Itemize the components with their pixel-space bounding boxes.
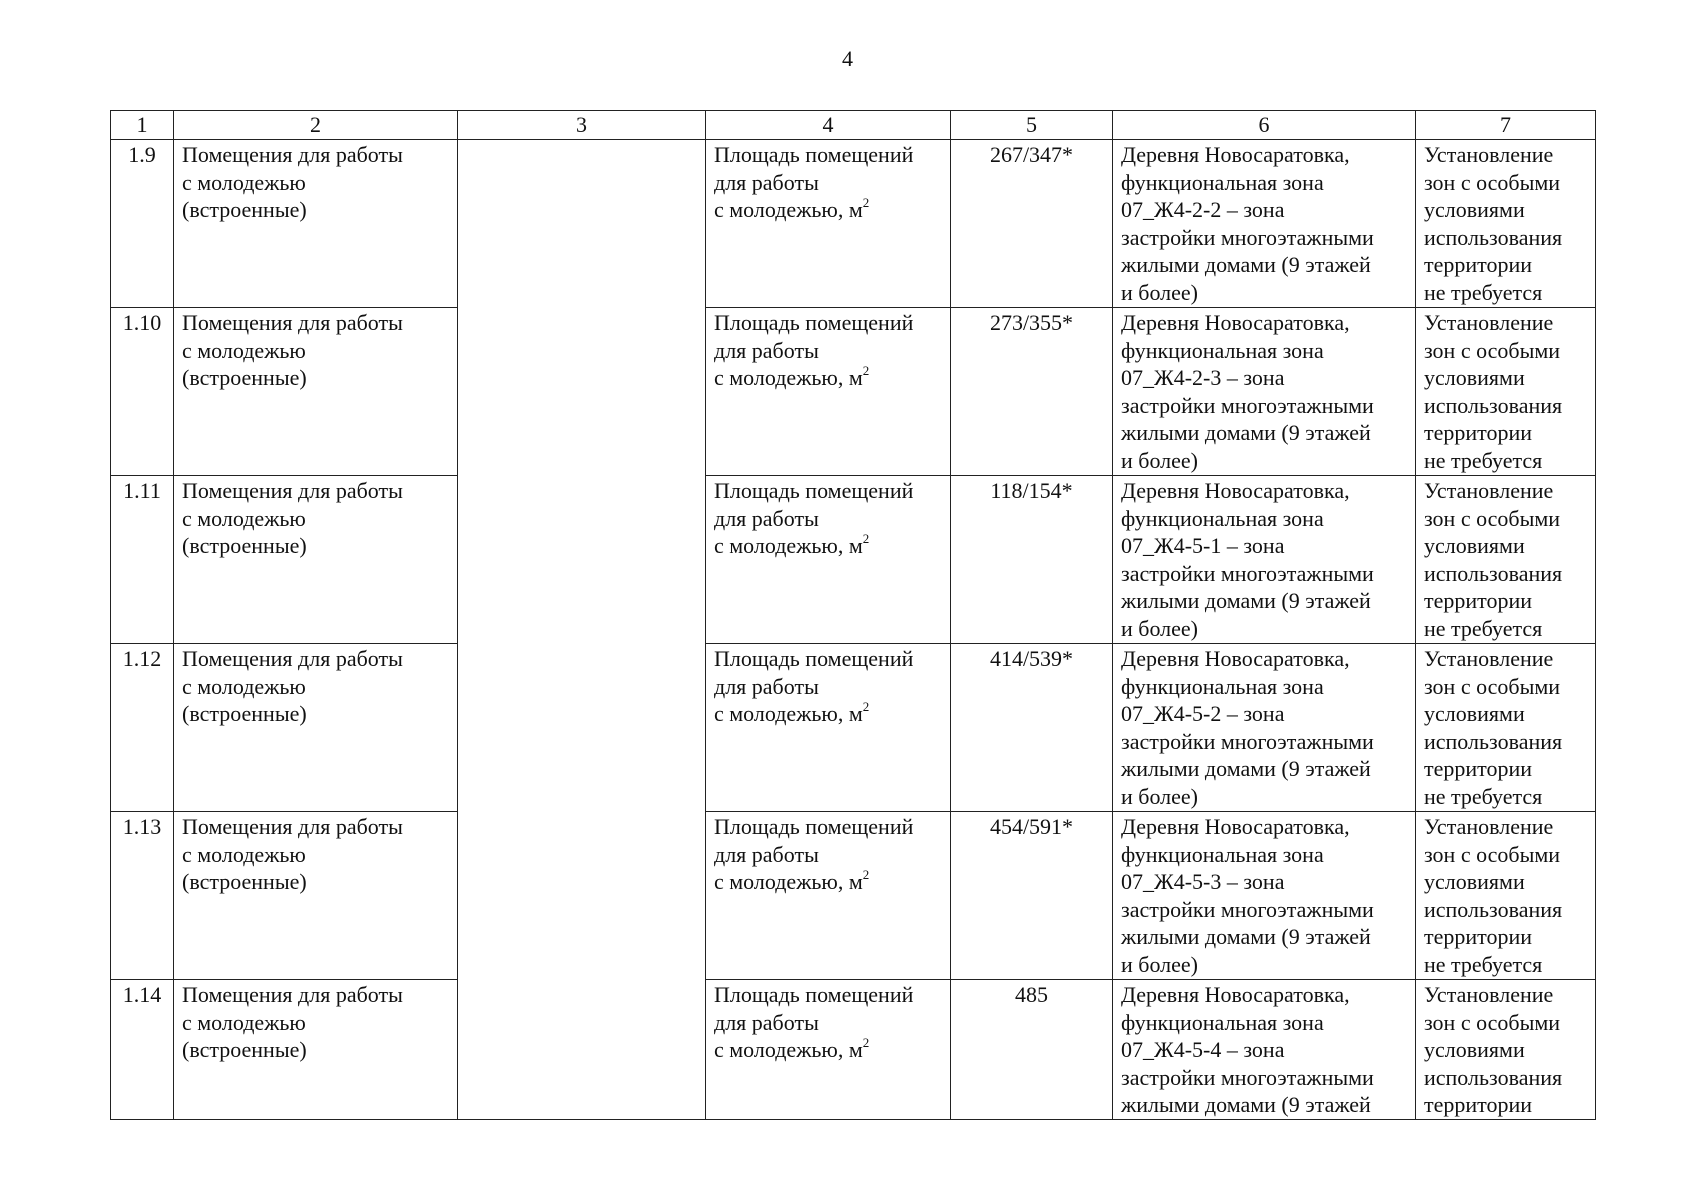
location-cell: Деревня Новосаратовка, функциональная зона 07_Ж4-2-2 – зона застройки многоэтажными жилыми домами (9 этажей и более) (1113, 140, 1416, 308)
parameter-text: Площадь помещений для работы с молодежью, м (714, 814, 914, 894)
parameter-cell (706, 308, 951, 476)
value-cell: 414/539* (951, 644, 1113, 812)
table-row (111, 812, 1596, 980)
parameter-text: Площадь помещений для работы с молодежью, м (714, 310, 914, 390)
parameter-cell (706, 140, 951, 308)
parameter-cell (706, 980, 951, 1120)
zones-cell: Установление зон с особыми условиями использования территории не требуется (1416, 308, 1596, 476)
parameter-text: Площадь помещений для работы с молодежью, м (714, 478, 914, 558)
table-header-row (111, 111, 1596, 140)
header-cell-6: 6 (1113, 111, 1416, 140)
value-cell: 485 (951, 980, 1113, 1120)
header-cell-2: 2 (174, 111, 458, 140)
parameter-text: Площадь помещений для работы с молодежью, м (714, 142, 914, 222)
table-row (111, 980, 1596, 1120)
header-cell-5: 5 (951, 111, 1113, 140)
unit-superscript: 2 (862, 698, 870, 714)
parameter-cell (706, 812, 951, 980)
page-number: 4 (842, 46, 853, 71)
header-cell-7: 7 (1416, 111, 1596, 140)
row-number: 1.9 (111, 140, 174, 308)
unit-superscript: 2 (862, 194, 870, 210)
unit-superscript: 2 (862, 530, 870, 546)
parameter-text: Площадь помещений для работы с молодежью, м (714, 982, 914, 1062)
row-number: 1.13 (111, 812, 174, 980)
zones-cell: Установление зон с особыми условиями использования территории (1416, 980, 1596, 1120)
table-row (111, 476, 1596, 644)
row-number: 1.11 (111, 476, 174, 644)
object-name: Помещения для работы с молодежью (встроенные) (174, 140, 458, 308)
location-cell: Деревня Новосаратовка, функциональная зона 07_Ж4-5-1 – зона застройки многоэтажными жилыми домами (9 этажей и более) (1113, 476, 1416, 644)
table-row (111, 644, 1596, 812)
parameter-text: Площадь помещений для работы с молодежью, м (714, 646, 914, 726)
row-number: 1.10 (111, 308, 174, 476)
header-cell-1: 1 (111, 111, 174, 140)
object-name: Помещения для работы с молодежью (встроенные) (174, 980, 458, 1120)
value-cell: 267/347* (951, 140, 1113, 308)
merged-column-3 (458, 140, 706, 1120)
object-name: Помещения для работы с молодежью (встроенные) (174, 476, 458, 644)
parameter-cell (706, 644, 951, 812)
unit-superscript: 2 (862, 362, 870, 378)
location-cell: Деревня Новосаратовка, функциональная зона 07_Ж4-2-3 – зона застройки многоэтажными жилыми домами (9 этажей и более) (1113, 308, 1416, 476)
value-cell: 118/154* (951, 476, 1113, 644)
location-cell: Деревня Новосаратовка, функциональная зона 07_Ж4-5-4 – зона застройки многоэтажными жилыми домами (9 этажей (1113, 980, 1416, 1120)
zones-cell: Установление зон с особыми условиями использования территории не требуется (1416, 140, 1596, 308)
value-cell: 454/591* (951, 812, 1113, 980)
unit-superscript: 2 (862, 1034, 870, 1050)
location-cell: Деревня Новосаратовка, функциональная зона 07_Ж4-5-2 – зона застройки многоэтажными жилыми домами (9 этажей и более) (1113, 644, 1416, 812)
zones-cell: Установление зон с особыми условиями использования территории не требуется (1416, 476, 1596, 644)
row-number: 1.12 (111, 644, 174, 812)
object-name: Помещения для работы с молодежью (встроенные) (174, 812, 458, 980)
object-name: Помещения для работы с молодежью (встроенные) (174, 644, 458, 812)
object-name: Помещения для работы с молодежью (встроенные) (174, 308, 458, 476)
location-cell: Деревня Новосаратовка, функциональная зона 07_Ж4-5-3 – зона застройки многоэтажными жилыми домами (9 этажей и более) (1113, 812, 1416, 980)
zones-cell: Установление зон с особыми условиями использования территории не требуется (1416, 812, 1596, 980)
header-cell-3: 3 (458, 111, 706, 140)
row-number: 1.14 (111, 980, 174, 1120)
document-table (110, 110, 1596, 1120)
table-row (111, 140, 1596, 308)
parameter-cell (706, 476, 951, 644)
value-cell: 273/355* (951, 308, 1113, 476)
zones-cell: Установление зон с особыми условиями использования территории не требуется (1416, 644, 1596, 812)
table-row (111, 308, 1596, 476)
unit-superscript: 2 (862, 866, 870, 882)
header-cell-4: 4 (706, 111, 951, 140)
